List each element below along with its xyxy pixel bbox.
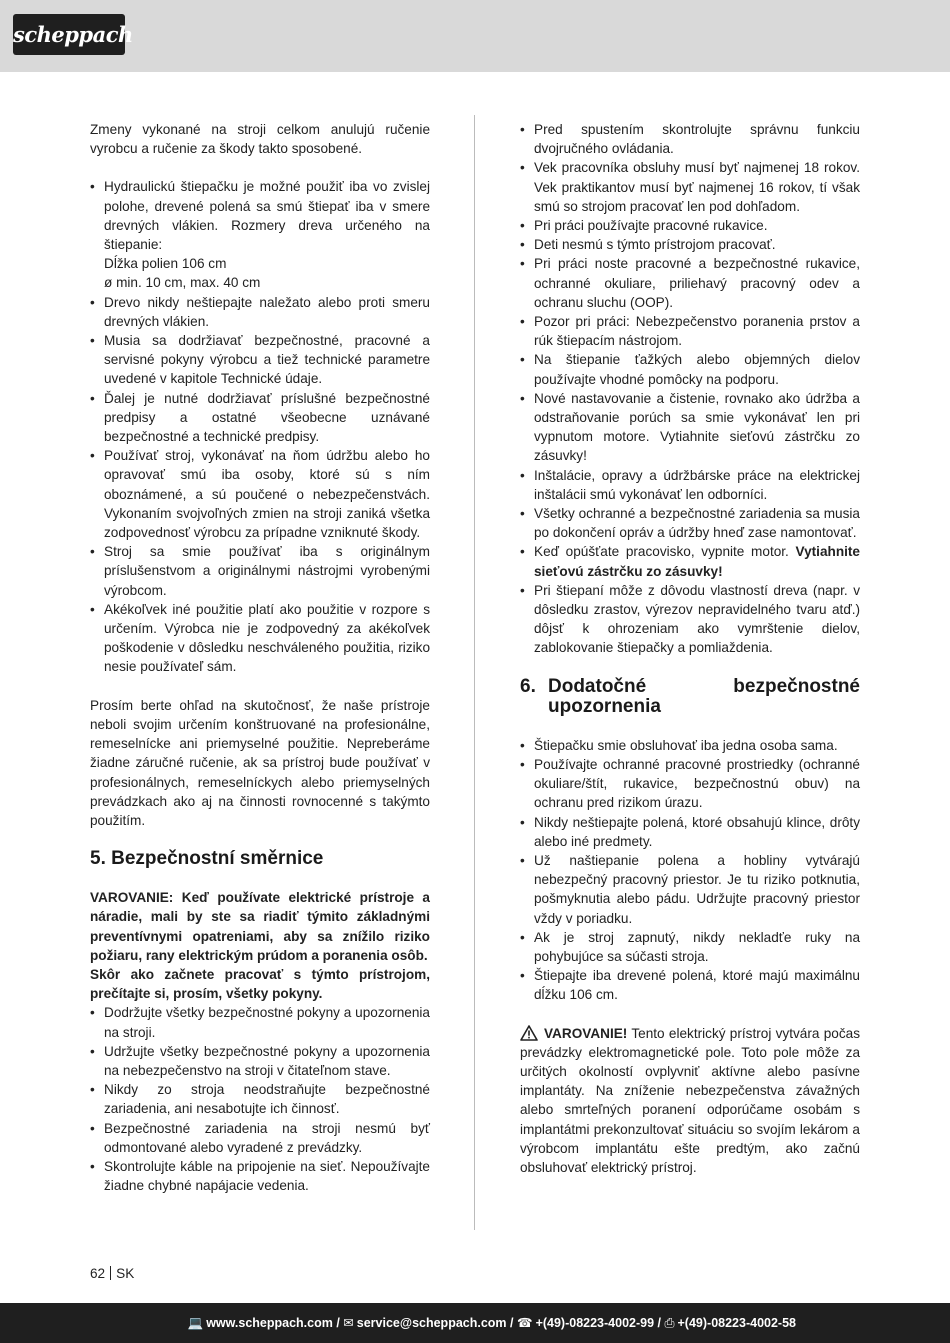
list-item: • Hydraulickú štiepačku je možné použiť iba vo zvislej polohe, drevené polená sa smú štiepať iba v smere drevných vlákien. Rozmery dreva určeného na štiepanie: Dĺžka polien 106 cm ø min. 10 cm, max. 40 cm xyxy=(90,177,430,292)
warning-paragraph: VAROVANIE: Keď používate elektrické prístroje a náradie, mali by ste sa riadiť týmito základnými preventívnymi opatreniami, aby sa znížilo riziko požiaru, rany elektrickým prúdom a poranenia osôb. xyxy=(90,890,430,963)
list-item: • Ak je stroj zapnutý, nikdy nekladťe ruky na pohybujúce sa súčasti stroja. xyxy=(520,928,860,966)
right-column xyxy=(520,120,860,1177)
operation-list xyxy=(520,120,860,658)
list-item: • Ďalej je nutné dodržiavať príslušné bezpečnostné predpisy a ostatné všeobecne uznávané bezpečnostné a technické predpisy. xyxy=(90,389,430,447)
list-item: • Skontrolujte káble na pripojenie na sieť. Nepoužívajte žiadne chybné napájacie vedenia. xyxy=(90,1157,430,1195)
list-item: • Keď opúšťate pracovisko, vypnite motor. Vytiahnite sieťovú zástrčku zo zásuvky! xyxy=(520,542,860,580)
list-item: • Pri práci používajte pracovné rukavice. xyxy=(520,216,860,235)
list-item: • Na štiepanie ťažkých alebo objemných dielov používajte vhodné pomôcky na podporu. xyxy=(520,350,860,388)
list-item: • Akékoľvek iné použitie platí ako použitie v rozpore s určením. Výrobca nie je zodpovedný za akékoľvek poškodenie v dôsledku neschváleného použitia, riziko nesie používateľ sám. xyxy=(90,600,430,677)
list-item: • Používajte ochranné pracovné prostriedky (ochranné okuliare/štít, rukavice, bezpečnostnú obuv) na ochranu pred rizikom úrazu. xyxy=(520,755,860,813)
section-5-heading: 5. Bezpečnostní směrnice xyxy=(90,848,324,870)
list-item: • Nikdy neštiepajte polená, ktoré obsahujú klince, drôty alebo iné predmety. xyxy=(520,813,860,851)
email-link[interactable]: ✉ service@scheppach.com / xyxy=(343,1303,513,1343)
dim-diameter: ø min. 10 cm, max. 40 cm xyxy=(104,275,261,291)
list-item: • Musia sa dodržiavať bezpečnostné, pracovné a servisné pokyny výrobcu a tiež technické parametre uvedené v kapitole Technické údaje. xyxy=(90,331,430,389)
list-item: • Štiepačku smie obsluhovať iba jedna osoba sama. xyxy=(520,736,860,755)
safety-list xyxy=(90,1003,430,1195)
warning-triangle-icon xyxy=(520,1025,538,1041)
section-6-heading: 6. Dodatočné bezpečnostné upozornenia xyxy=(520,675,860,717)
fax-icon: ⎙ xyxy=(664,1316,675,1330)
list-item: • Pozor pri práci: Nebezpečenstvo poranenia prstov a rúk štiepacím nástrojom. xyxy=(520,312,860,350)
list-item: • Všetky ochranné a bezpečnostné zariadenia sa musia po dokončení opráv a údržby hneď zase namontovať. xyxy=(520,504,860,542)
web-link[interactable]: 💻 www.scheppach.com / xyxy=(188,1303,340,1343)
phone-number: ☎ +(49)-08223-4002-99 / xyxy=(517,1303,661,1343)
list-item: • Používať stroj, vykonávať na ňom údržbu alebo ho opravovať smú iba osoby, ktoré sú s ním oboznámené, a sú poučené o nebezpečenstvách. Vykonaním svojvoľných zmien na stroji zaniká všetka zodpovednosť výrobcu za prípadne vzniknuté škody. xyxy=(90,446,430,542)
list-item: • Nové nastavovanie a čistenie, rovnako ako údržba a odstraňovanie porúch sa smie vykonávať len pri vypnutom motore. Vytiahnite sieťovú zástrčku zo zásuvky! xyxy=(520,389,860,466)
read-instructions-paragraph: Skôr ako začnete pracovať s týmto prístrojom, prečítajte si, prosím, všetky pokyny. xyxy=(90,966,430,1002)
list-item: • Pri štiepaní môže z dôvodu vlastností dreva (napr. v dôsledku zrastov, výrezov nepravidelného tvaru atď.) dôjsť k ohrozeniam ako vymrštenie dielov, zablokovanie štiepačky a pomliaždenia. xyxy=(520,581,860,658)
list-item: • Nikdy zo stroja neodstraňujte bezpečnostné zariadenia, ani nesabotujte ich činnosť. xyxy=(90,1080,430,1118)
list-item: • Udržujte všetky bezpečnostné pokyny a upozornenia na nebezpečenstvo na stroji v čitateľnom stave. xyxy=(90,1042,430,1080)
list-item: • Už naštiepanie polena a hobliny vytvárajú nebezpečný pracovný priestor. Je tu riziko potknutia, pošmyknutia alebo pádu. Udržujte pracovný priestor vždy v poriadku. xyxy=(520,851,860,928)
list-item: • Pri práci noste pracovné a bezpečnostné rukavice, ochranné okuliare, priliehavý pracovný odev a ochranu sluchu (OOP). xyxy=(520,254,860,312)
page-footer xyxy=(0,1303,950,1343)
usage-list xyxy=(90,177,430,676)
intro-paragraph: Zmeny vykonané na stroji celkom anulujú ručenie vyrobcu a ručenie za škody takto sposobené. xyxy=(90,122,430,157)
list-item: • Štiepajte iba drevené polená, ktoré majú maximálnu dĺžku 106 cm. xyxy=(520,966,860,1004)
left-column xyxy=(90,120,430,1195)
fax-number: ⎙ +(49)-08223-4002-58 xyxy=(664,1303,796,1343)
additional-safety-list xyxy=(520,736,860,1005)
list-item: • Deti nesmú s týmto prístrojom pracovať. xyxy=(520,235,860,254)
page-header xyxy=(0,0,950,72)
page-number: 62 SK xyxy=(90,1266,135,1281)
mail-icon: ✉ xyxy=(343,1316,354,1330)
column-divider xyxy=(474,115,475,1230)
liability-paragraph: Prosím berte ohľad na skutočnosť, že naše prístroje neboli svojim určením konštruované na profesionálne, remeselnícke ani priemyselné použitie. Nepreberáme žiadne záručné ručenie, ak sa prístroj bude používať v profesionálnych, remeselníckych alebo priemyselných prevádzkach ako aj na činnosti rovnocenné s takýmto použitím. xyxy=(90,697,430,828)
list-item: • Inštalácie, opravy a údržbárske práce na elektrickej inštalácii smú vykonávať len odborníci. xyxy=(520,466,860,504)
emf-warning-paragraph: VAROVANIE! Tento elektrický prístroj vytvára počas prevádzky elektromagnetické pole. Toto pole môže za určitých okolností ovplyvniť aktívne alebo pasívne implantáty. Na zníženie nebezpečenstva závažných alebo smrteľných poranení odporúčame osobám s implantátmi prekonzultovať situáciu so svojím lekárom a výrobcom implantátu ešte predtým, ako začnú obsluhovať elektrický prístroj. xyxy=(520,1025,860,1175)
list-item: • Vek pracovníka obsluhy musí byť najmenej 18 rokov. Vek praktikantov musí byť najmenej 16 rokov, tí však smú so strojom pracovať len pod dohľadom. xyxy=(520,158,860,216)
list-item: • Bezpečnostné zariadenia na stroji nesmú byť odmontované alebo vyradené z prevádzky. xyxy=(90,1119,430,1157)
computer-icon: 💻 xyxy=(187,1316,204,1330)
list-item: • Stroj sa smie používať iba s originálnym príslušenstvom a originálnymi nástrojmi vyrobenými výrobcom. xyxy=(90,542,430,600)
dim-length: Dĺžka polien 106 cm xyxy=(104,256,227,272)
list-item: • Dodržujte všetky bezpečnostné pokyny a upozornenia na stroji. xyxy=(90,1003,430,1041)
list-item: • Drevo nikdy neštiepajte naležato alebo proti smeru drevných vlákien. xyxy=(90,293,430,331)
list-item: • Pred spustením skontrolujte správnu funkciu dvojručného ovládania. xyxy=(520,120,860,158)
scheppach-logo: scheppach xyxy=(13,14,125,55)
warning-label: VAROVANIE! xyxy=(544,1025,628,1041)
phone-icon: ☎ xyxy=(516,1316,533,1330)
